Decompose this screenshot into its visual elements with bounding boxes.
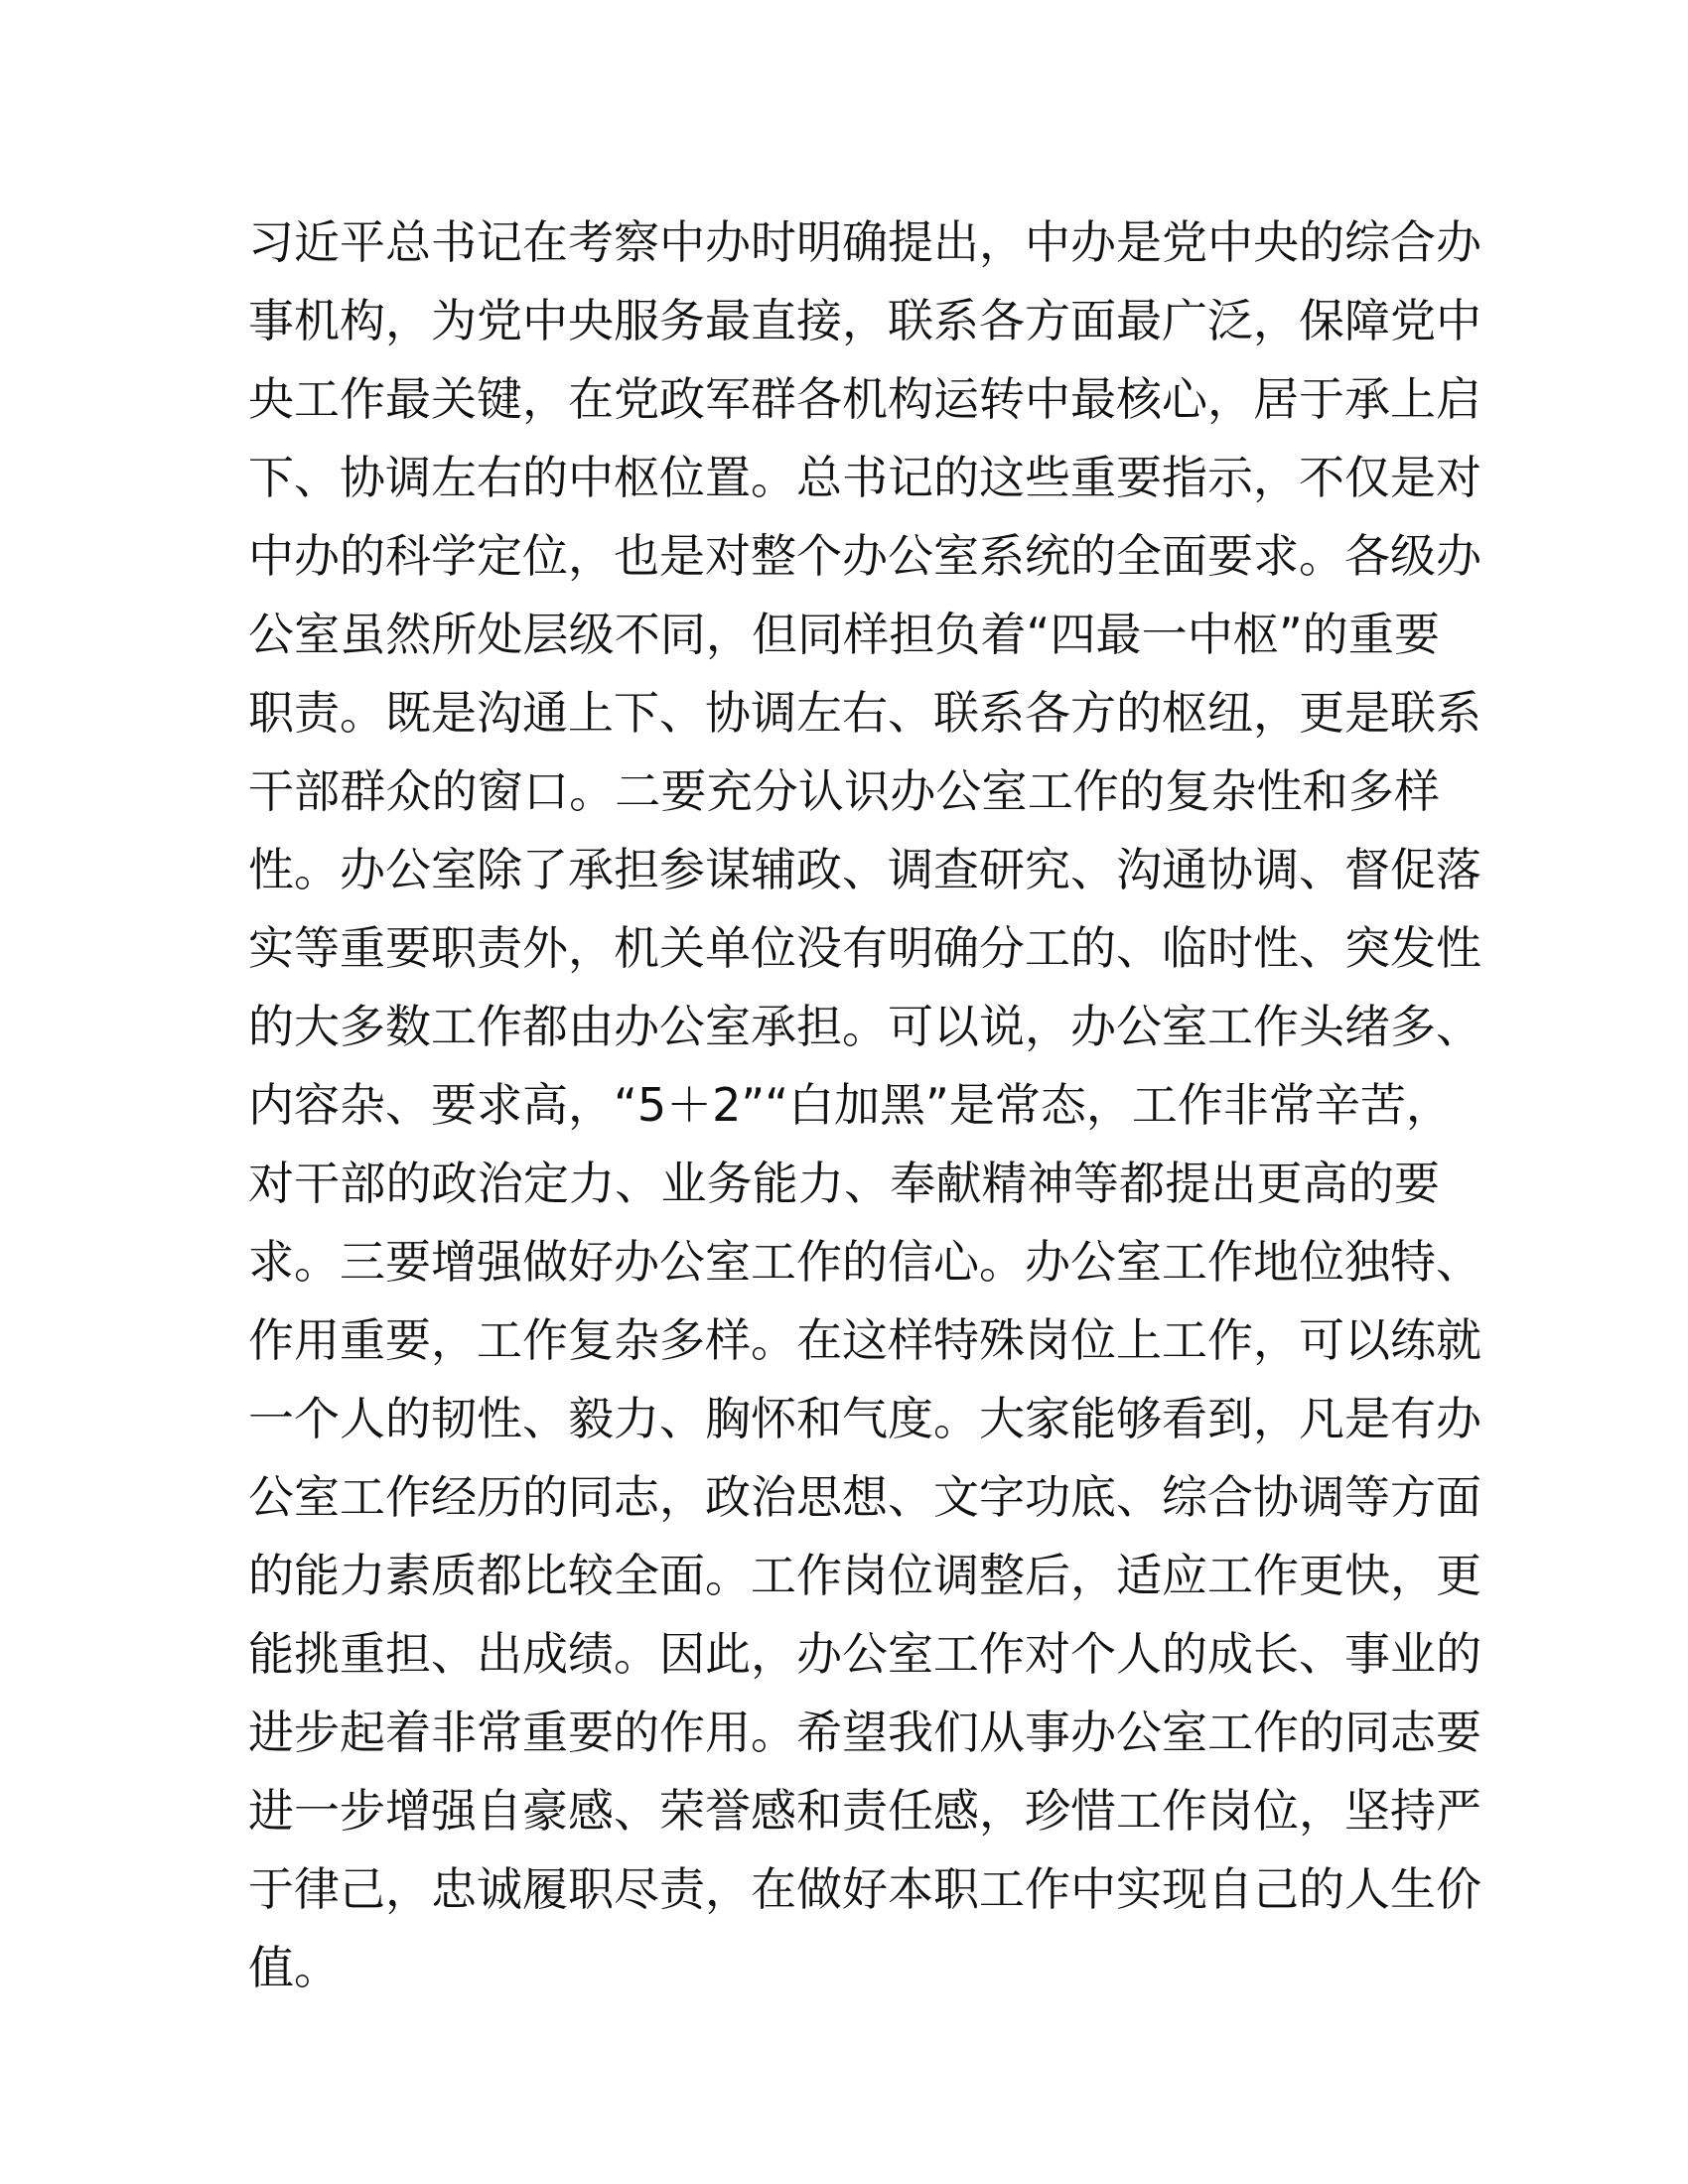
text-line-14: 求。三要增强做好办公室工作的信心。办公室工作地位独特、 bbox=[248, 1235, 1481, 1289]
text-line-12: 内容杂、要求高，“5＋2”“白加黑”是常态，工作非常辛苦， bbox=[248, 1078, 1452, 1132]
text-line-21: 进一步增强自豪感、荣誉感和责任感，珍惜工作岗位，坚持严 bbox=[248, 1784, 1481, 1838]
text-line-8: 干部群众的窗口。二要充分认识办公室工作的复杂性和多样 bbox=[248, 764, 1440, 818]
text-line-2: 事机构，为党中央服务最直接，联系各方面最广泛，保障党中 bbox=[248, 294, 1481, 347]
text-line-20: 进步起着非常重要的作用。希望我们从事办公室工作的同志要 bbox=[248, 1706, 1481, 1759]
text-line-10: 实等重要职责外，机关单位没有明确分工的、临时性、突发性 bbox=[248, 921, 1481, 975]
text-line-5: 中办的科学定位，也是对整个办公室系统的全面要求。各级办 bbox=[248, 529, 1481, 583]
text-line-7: 职责。既是沟通上下、协调左右、联系各方的枢纽，更是联系 bbox=[248, 686, 1481, 740]
text-line-15: 作用重要，工作复杂多样。在这样特殊岗位上工作，可以练就 bbox=[248, 1313, 1481, 1367]
text-line-11: 的大多数工作都由办公室承担。可以说，办公室工作头绪多、 bbox=[248, 1000, 1481, 1053]
text-line-16: 一个人的韧性、毅力、胸怀和气度。大家能够看到，凡是有办 bbox=[248, 1392, 1481, 1445]
text-line-13: 对干部的政治定力、业务能力、奉献精神等都提出更高的要 bbox=[248, 1157, 1440, 1210]
text-line-6: 公室虽然所处层级不同，但同样担负着“四最一中枢”的重要 bbox=[248, 608, 1440, 661]
text-line-1: 习近平总书记在考察中办时明确提出，中办是党中央的综合办 bbox=[248, 215, 1481, 269]
text-line-9: 性。办公室除了承担参谋辅政、调查研究、沟通协调、督促落 bbox=[248, 843, 1481, 896]
text-line-23: 值。 bbox=[248, 1941, 340, 1994]
text-line-3: 央工作最关键，在党政军群各机构运转中最核心，居于承上启 bbox=[248, 372, 1481, 426]
body-paragraph bbox=[248, 204, 1481, 2007]
text-line-4: 下、协调左右的中枢位置。总书记的这些重要指示，不仅是对 bbox=[248, 451, 1481, 504]
text-line-18: 的能力素质都比较全面。工作岗位调整后，适应工作更快，更 bbox=[248, 1549, 1481, 1602]
text-line-19: 能挑重担、出成绩。因此，办公室工作对个人的成长、事业的 bbox=[248, 1627, 1481, 1681]
text-line-22: 于律己，忠诚履职尽责，在做好本职工作中实现自己的人生价 bbox=[248, 1862, 1481, 1916]
text-line-17: 公室工作经历的同志，政治思想、文字功底、综合协调等方面 bbox=[248, 1470, 1481, 1524]
